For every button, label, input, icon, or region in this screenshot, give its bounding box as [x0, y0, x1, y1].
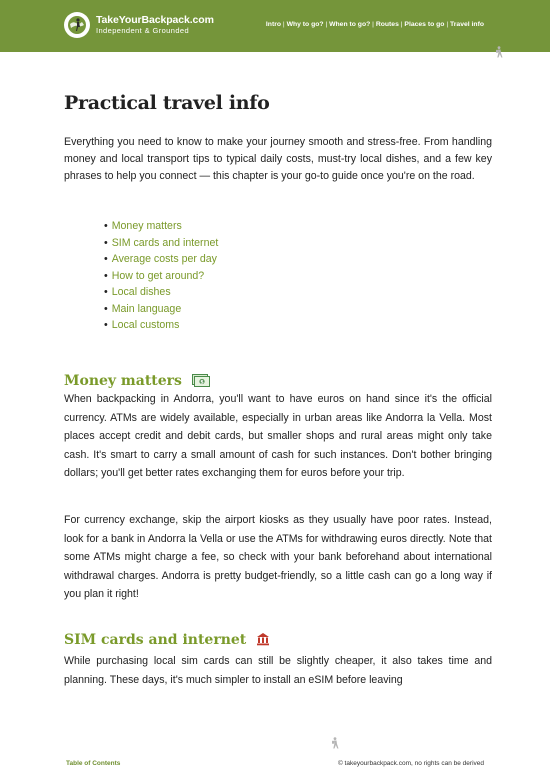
money-paragraph-2: For currency exchange, skip the airport kiosks as they usually have poor rates. Instead, look for a bank in Andorra la Vella or use the ATMs for withdrawing euros directly. Note that some ATMs might charge a fee, so check with your bank beforehand about international withdrawal charges. Andorra is pretty budget-friendly, so a little cash can go a long way if you plan it right!	[64, 514, 492, 600]
page-title: Practical travel info	[64, 92, 270, 114]
nav-link-travel-info[interactable]: Travel info	[450, 21, 484, 28]
sim-cards-title: SIM cards and internet	[64, 632, 247, 648]
hiker-icon	[330, 737, 340, 749]
logo-badge[interactable]	[64, 12, 90, 38]
toc-link-local-dishes[interactable]: • Local dishes	[104, 284, 218, 301]
toc-link-main-language[interactable]: • Main language	[104, 301, 218, 318]
nav-link-routes[interactable]: Routes	[375, 21, 399, 28]
toc-link-money-matters[interactable]: • Money matters	[104, 218, 218, 235]
nav-separator: |	[444, 21, 450, 28]
toc-link-get-around[interactable]: • How to get around?	[104, 268, 218, 285]
sim-cards-paragraph-1: While purchasing local sim cards can still be slightly cheaper, it also takes time and planning. These days, it's much simpler to install an eSIM before leaving	[64, 655, 492, 686]
nav-separator: |	[281, 21, 287, 28]
nav-separator: |	[323, 21, 330, 28]
nav-separator: |	[398, 21, 405, 28]
money-matters-title: Money matters	[64, 373, 182, 389]
toc-link-local-customs[interactable]: • Local customs	[104, 317, 218, 334]
header-bar	[0, 0, 550, 52]
money-icon	[192, 373, 210, 387]
nav-separator: |	[370, 21, 376, 28]
nav-link-when-to-go[interactable]: When to go?	[329, 21, 371, 28]
nav-link-places-to-go[interactable]: Places to go	[404, 21, 445, 28]
money-matters-heading	[64, 373, 210, 389]
top-navigation	[266, 21, 484, 28]
sim-cards-heading	[64, 632, 270, 648]
bank-icon	[256, 632, 270, 646]
money-paragraph-1: When backpacking in Andorra, you'll want to have euros on hand since it's the official currency. ATMs are widely available, especially in urban areas like Andorra la Vella. Most places accept credit and debit cards, but smaller shops and rural areas might only take cash. It's smart to carry a small amount of cash for such instances. Don't bother bringing dollars; you'll get better rates exchanging them for euros before your trip.	[64, 393, 492, 479]
hiker-icon	[494, 46, 504, 58]
globe-hiker-logo-icon	[67, 15, 87, 35]
table-of-contents-link[interactable]: Table of Contents	[66, 760, 121, 767]
nav-link-why-to-go[interactable]: Why to go?	[286, 21, 324, 28]
toc-link-sim-cards[interactable]: • SIM cards and internet	[104, 235, 218, 252]
intro-paragraph: Everything you need to know to make your journey smooth and stress-free. From handling money and local transport tips to typical daily costs, must-try local dishes, and a few key phrases to help you connect — this chapter is your go-to guide once you're on the road.	[64, 136, 492, 182]
nav-link-intro[interactable]: Intro	[265, 21, 282, 28]
footer-copyright: © takeyourbackpack.com, no rights can be derived	[337, 760, 484, 767]
toc-link-average-costs[interactable]: • Average costs per day	[104, 251, 218, 268]
svg-text:$: $	[200, 379, 204, 386]
brand-name[interactable]: TakeYourBackpack.com	[96, 14, 214, 26]
brand-tagline: Independent & Grounded	[96, 26, 190, 35]
table-of-contents-list	[104, 218, 218, 334]
